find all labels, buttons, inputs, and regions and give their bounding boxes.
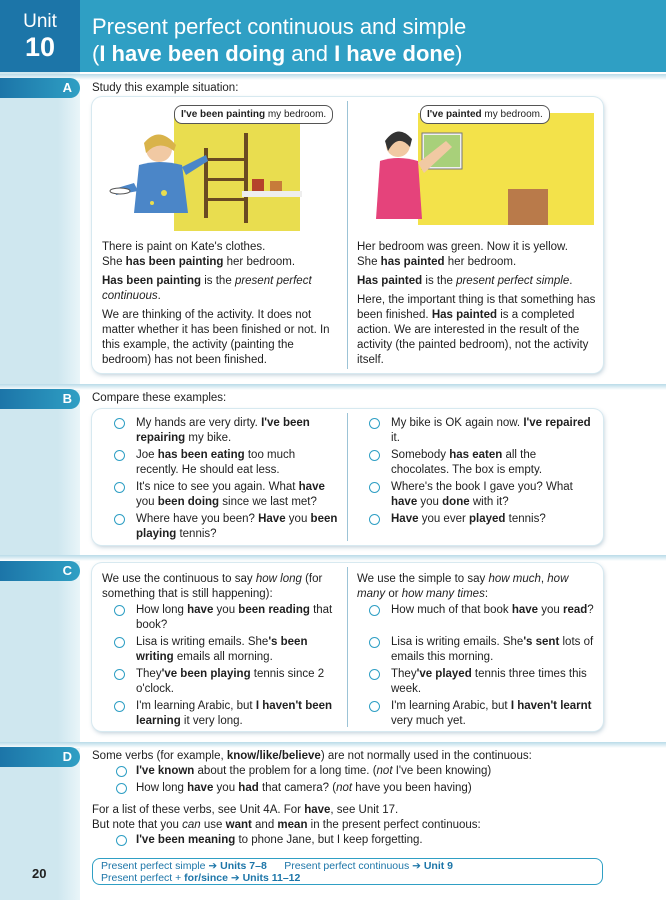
section-a-intro: Study this example situation: [92, 82, 239, 94]
example-item: I'm learning Arabic, but I haven't been learning it very long. [102, 699, 340, 729]
link-units-11-12[interactable]: Units 11–12 [242, 872, 301, 884]
bullet-circle-icon [114, 669, 125, 680]
example-item: How long have you had that camera? (not have you been having) [92, 781, 612, 796]
cross-reference-line-2: Present perfect + for/since ➔ Units 11–12 [101, 872, 301, 884]
section-d-note-2: But note that you can use want and mean in the present perfect continuous: [92, 819, 481, 831]
bullet-circle-icon [369, 418, 380, 429]
bullet-circle-icon [114, 637, 125, 648]
section-tab-a: A [0, 78, 80, 98]
section-c-right-text [357, 572, 597, 731]
bullet-circle-icon [369, 450, 380, 461]
column-divider [347, 567, 348, 727]
example-item: I'm learning Arabic, but I haven't learnt very much yet. [357, 699, 597, 729]
bullet-circle-icon [116, 835, 127, 846]
section-b-right-examples [357, 416, 597, 529]
example-item: They've played tennis three times this week. [357, 667, 597, 697]
example-item: Lisa is writing emails. She's sent lots of emails this morning. [357, 635, 597, 665]
section-c-left-intro: We use the continuous to say how long (for something that is still happening): [102, 573, 323, 600]
section-b-panel [92, 409, 603, 545]
section-tab-b: B [0, 389, 80, 409]
example-item: Somebody has eaten all the chocolates. The box is empty. [357, 448, 597, 478]
speech-bubble-right: I've painted my bedroom. [420, 105, 550, 124]
bullet-circle-icon [114, 482, 125, 493]
section-c-panel [92, 563, 603, 731]
section-a-left-text: There is paint on Kate's clothes. She has been painting her bedroom. Has been painting is the present perfect continuous. We are thinking of the activity. It does not matter whether it has been finished or not. In this example, the activity (painting the bedroom) has not been finished. [102, 241, 330, 366]
page-title: Present perfect continuous and simple [92, 14, 467, 39]
bullet-circle-icon [369, 605, 380, 616]
bullet-circle-icon [116, 783, 127, 794]
section-b-left-examples [102, 416, 340, 544]
cross-reference-box [92, 858, 603, 885]
example-item: Lisa is writing emails. She's been writing emails all morning. [102, 635, 340, 665]
unit-number: 10 [24, 32, 56, 62]
bullet-circle-icon [114, 418, 125, 429]
section-c-left-text [102, 572, 340, 731]
section-d-text [92, 749, 612, 850]
bullet-circle-icon [369, 701, 380, 712]
page-number: 20 [32, 866, 47, 881]
bullet-circle-icon [369, 669, 380, 680]
bullet-circle-icon [369, 482, 380, 493]
example-item: It's nice to see you again. What have you been doing since we last met? [102, 480, 340, 510]
example-item: Joe has been eating too much recently. He should eat less. [102, 448, 340, 478]
page-subtitle: (I have been doing and I have done) [92, 41, 463, 66]
column-divider [347, 413, 348, 541]
section-d-intro: Some verbs (for example, know/like/believe) are not normally used in the continuous: [92, 750, 532, 762]
section-a-right-text: Her bedroom was green. Now it is yellow. She has painted her bedroom. Has painted is the present perfect simple. Here, the important thing is that something has been finished. Has painted is a completed action. We are interested in the result of the activity (the painted bedroom), not the activity itself. [357, 241, 596, 366]
section-tab-d: D [0, 747, 80, 767]
bullet-circle-icon [369, 637, 380, 648]
unit-label: Unit [23, 11, 57, 32]
bullet-circle-icon [114, 450, 125, 461]
example-item: I've known about the problem for a long time. (not I've been knowing) [92, 764, 612, 779]
bullet-circle-icon [114, 701, 125, 712]
section-tab-c: C [0, 561, 80, 581]
bullet-circle-icon [114, 514, 125, 525]
cross-reference-line-1: Present perfect simple ➔ Units 7–8 Present perfect continuous ➔ Unit 9 [101, 860, 454, 872]
example-item: Have you ever played tennis? [357, 512, 597, 527]
section-d-note-1: For a list of these verbs, see Unit 4A. For have, see Unit 17. [92, 804, 399, 816]
section-c-right-intro: We use the simple to say how much, how many or how many times: [357, 573, 569, 600]
speech-bubble-left: I've been painting my bedroom. [174, 105, 333, 124]
example-item: Where have you been? Have you been playing tennis? [102, 512, 340, 542]
example-item: My hands are very dirty. I've been repairing my bike. [102, 416, 340, 446]
bullet-circle-icon [116, 766, 127, 777]
section-separator [0, 555, 666, 561]
section-b-intro: Compare these examples: [92, 392, 227, 404]
section-separator [0, 74, 666, 80]
example-item: My bike is OK again now. I've repaired it. [357, 416, 597, 446]
bullet-circle-icon [114, 605, 125, 616]
example-item: They've been playing tennis since 2 o'clock. [102, 667, 340, 697]
column-divider [347, 101, 348, 369]
example-item: I've been meaning to phone Jane, but I keep forgetting. [92, 833, 612, 848]
bullet-circle-icon [369, 514, 380, 525]
section-separator [0, 384, 666, 390]
example-item: How much of that book have you read? [357, 603, 597, 618]
section-a-panel [92, 97, 603, 373]
unit-badge [0, 0, 80, 72]
link-unit-9[interactable]: Unit 9 [423, 860, 454, 872]
link-units-7-8[interactable]: Units 7–8 [220, 860, 267, 872]
example-item: How long have you been reading that book? [102, 603, 340, 633]
section-separator [0, 742, 666, 748]
example-item: Where's the book I gave you? What have you done with it? [357, 480, 597, 510]
